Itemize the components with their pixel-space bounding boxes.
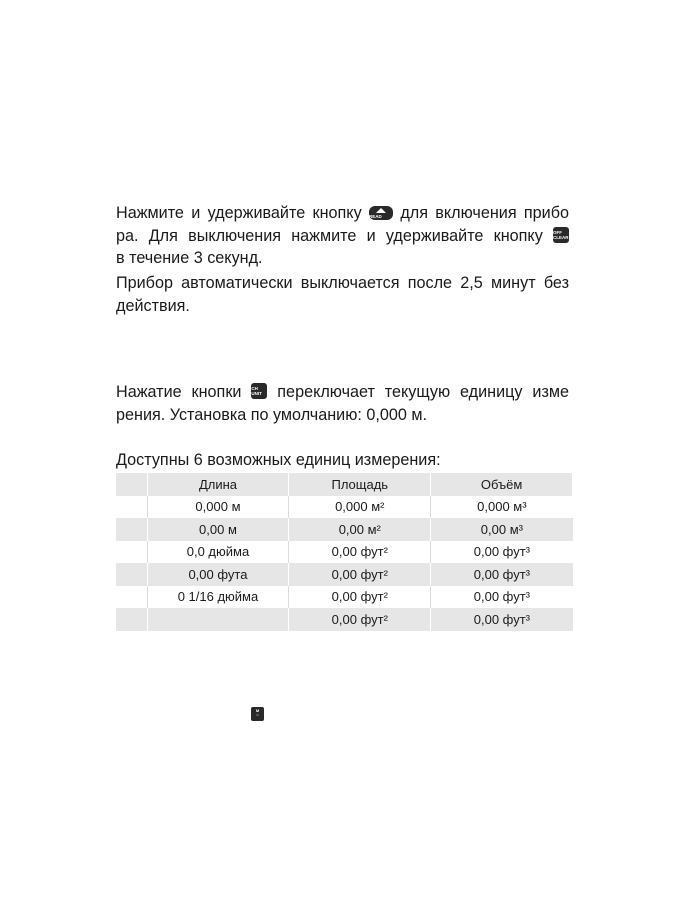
table-cell: 0,00 фут² bbox=[289, 608, 431, 631]
small-button-label-2: ⌂ bbox=[256, 712, 259, 717]
auto-off-note bbox=[116, 272, 569, 317]
table-header-row bbox=[116, 473, 573, 496]
text-segment: Нажмите и удерживайте кнопку bbox=[116, 204, 362, 222]
power-line-3: в течение 3 секунд. bbox=[116, 249, 263, 267]
power-line-1 bbox=[116, 202, 569, 225]
table-cell bbox=[116, 586, 147, 609]
table-cell: 0,00 м³ bbox=[431, 518, 573, 541]
unit-line-1 bbox=[116, 381, 569, 404]
table-cell: 0,00 фут³ bbox=[431, 563, 573, 586]
table-cell: 0,00 фут² bbox=[289, 563, 431, 586]
table-cell: 0,000 м³ bbox=[431, 496, 573, 519]
table-header: Объём bbox=[431, 473, 573, 496]
off-clear-label-1: OFF bbox=[553, 229, 563, 235]
table-cell: 0,000 м bbox=[147, 496, 289, 519]
off-clear-label-2: CLEAR bbox=[553, 234, 569, 240]
table-cell: 0,00 фут³ bbox=[431, 586, 573, 609]
table-header: Площадь bbox=[289, 473, 431, 496]
up-arrow-icon bbox=[376, 208, 386, 213]
table-intro-text: Доступны 6 возможных единиц измерения: bbox=[116, 451, 441, 469]
table-cell bbox=[116, 496, 147, 519]
read-button-label: READ bbox=[369, 214, 382, 219]
unit-switch-instructions bbox=[116, 381, 569, 426]
table-cell: 0,00 фут² bbox=[289, 586, 431, 609]
table-intro bbox=[116, 449, 569, 472]
table-cell bbox=[116, 541, 147, 564]
table-header bbox=[116, 473, 147, 496]
table-cell bbox=[147, 608, 289, 631]
table-header: Длина bbox=[147, 473, 289, 496]
auto-off-line-1: Прибор автоматически выключается после 2,5 минут без bbox=[116, 274, 569, 292]
small-button-label-1: M bbox=[255, 708, 260, 713]
table-row bbox=[116, 608, 573, 631]
off-clear-button-icon bbox=[553, 227, 569, 243]
table-cell bbox=[116, 518, 147, 541]
table-cell: 0,00 м bbox=[147, 518, 289, 541]
table-cell: 0,00 фута bbox=[147, 563, 289, 586]
power-line-2 bbox=[116, 225, 569, 248]
table-row bbox=[116, 563, 573, 586]
table-row bbox=[116, 541, 573, 564]
small-button-icon bbox=[251, 707, 264, 721]
text-segment: ра. Для выключения нажмите и удерживайте кнопку bbox=[116, 226, 543, 245]
text-segment: для включения прибо bbox=[400, 204, 569, 222]
units-table bbox=[116, 473, 573, 631]
table-cell: 0,00 фут³ bbox=[431, 608, 573, 631]
table-cell: 0,000 м² bbox=[289, 496, 431, 519]
power-instructions bbox=[116, 202, 569, 270]
table-cell: 0,00 м² bbox=[289, 518, 431, 541]
auto-off-line-2: действия. bbox=[116, 296, 190, 315]
table-cell: 0,00 фут³ bbox=[431, 541, 573, 564]
table-row bbox=[116, 518, 573, 541]
table-row bbox=[116, 496, 573, 519]
ch-unit-label-2: UNIT bbox=[251, 391, 262, 396]
ch-unit-label-1: CH bbox=[251, 386, 258, 391]
table-cell: 0,00 фут² bbox=[289, 541, 431, 564]
table-cell: 0 1/16 дюйма bbox=[147, 586, 289, 609]
ch-unit-button-icon bbox=[251, 383, 267, 399]
table-cell bbox=[116, 608, 147, 631]
text-segment: переключает текущую единицу изме bbox=[277, 383, 570, 401]
table-row bbox=[116, 586, 573, 609]
text-segment: Нажатие кнопки bbox=[116, 383, 242, 401]
table-cell bbox=[116, 563, 147, 586]
table-cell: 0,0 дюйма bbox=[147, 541, 289, 564]
read-button-icon bbox=[369, 206, 393, 220]
unit-line-2: рения. Установка по умолчанию: 0,000 м. bbox=[116, 405, 427, 424]
